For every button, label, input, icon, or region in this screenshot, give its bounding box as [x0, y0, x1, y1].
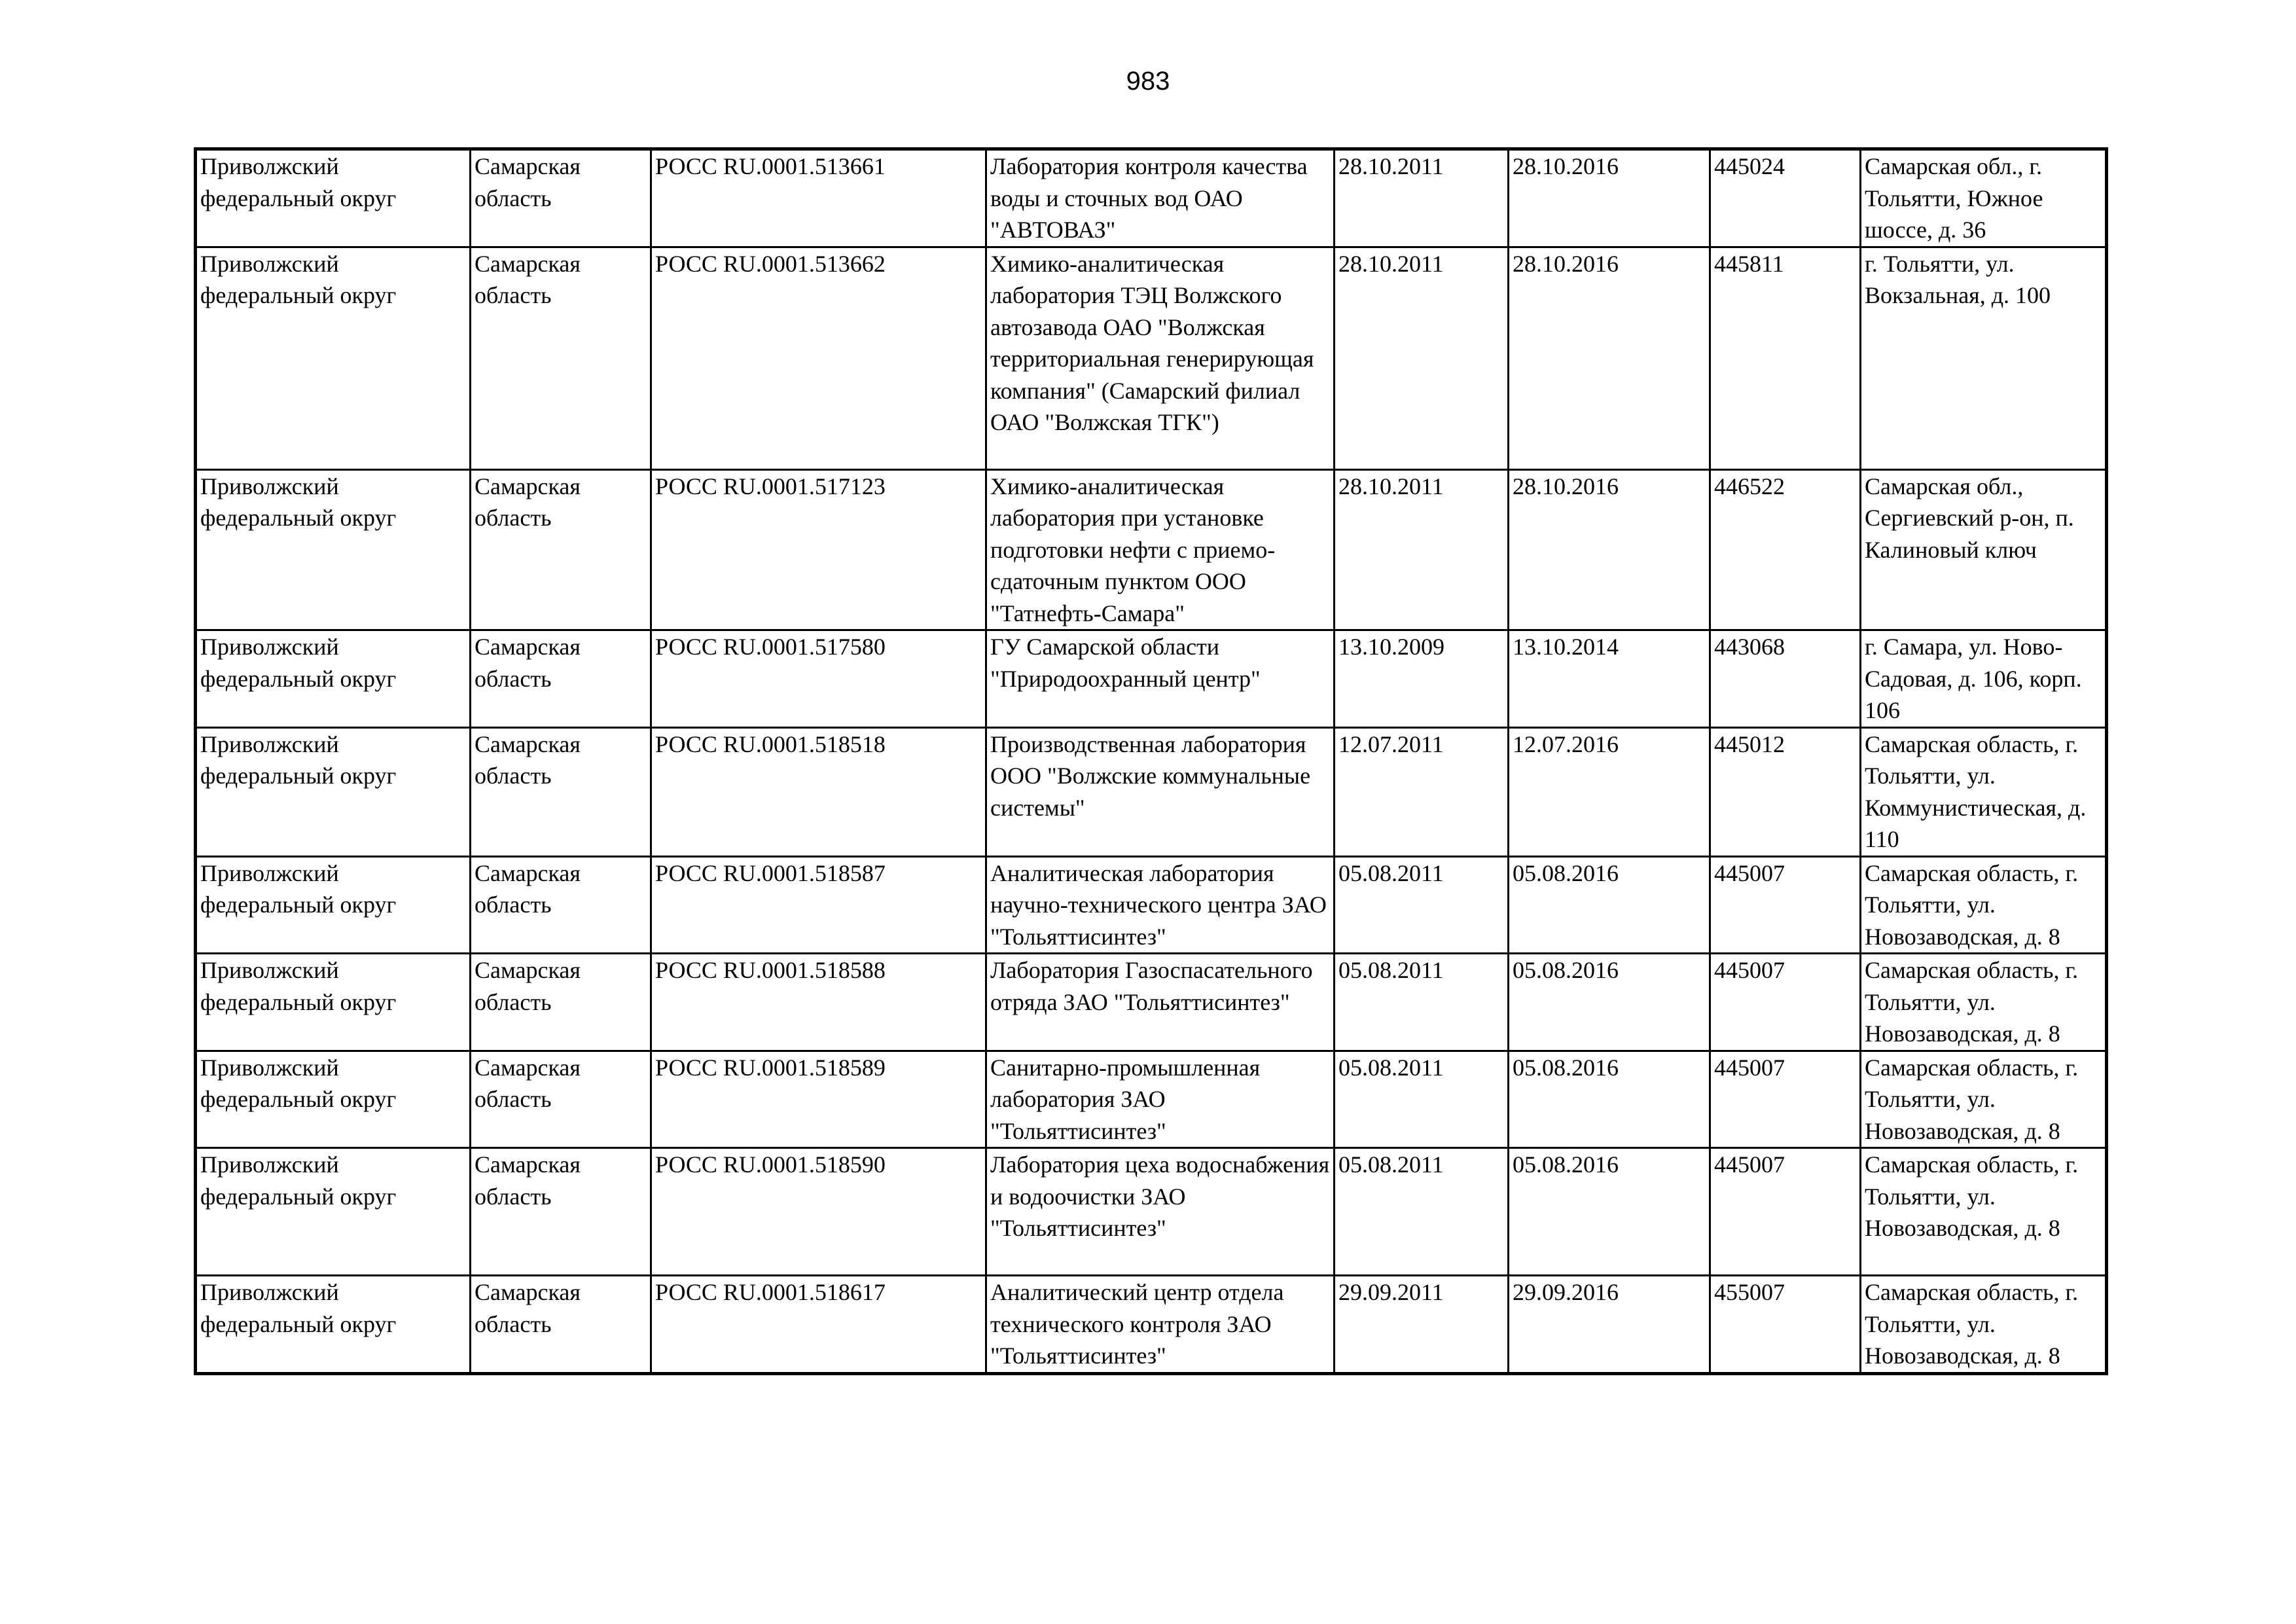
date-from-cell: 12.07.2011: [1335, 727, 1509, 856]
laboratory-cell: Лаборатория цеха водоснабжения и водоочистки ЗАО "Тольяттисинтез": [986, 1148, 1335, 1276]
laboratory-cell: ГУ Самарской области "Природоохранный центр": [986, 630, 1335, 728]
postcode-cell: 445811: [1710, 247, 1861, 469]
region-cell: Самарская область: [471, 856, 651, 954]
laboratory-cell: Санитарно-промышленная лаборатория ЗАО "Тольяттисинтез": [986, 1051, 1335, 1148]
date-from-cell: 05.08.2011: [1335, 856, 1509, 954]
address-cell: Самарская обл., г. Тольятти, Южное шоссе, д. 36: [1861, 149, 2107, 247]
district-cell: Приволжский федеральный округ: [196, 856, 471, 954]
laboratory-cell: Производственная лаборатория ООО "Волжские коммунальные системы": [986, 727, 1335, 856]
date-to-cell: 05.08.2016: [1509, 1051, 1710, 1148]
date-to-cell: 05.08.2016: [1509, 1148, 1710, 1276]
region-cell: Самарская область: [471, 1148, 651, 1276]
region-cell: Самарская область: [471, 727, 651, 856]
certificate-cell: РОСС RU.0001.518617: [651, 1276, 986, 1374]
date-from-cell: 05.08.2011: [1335, 1148, 1509, 1276]
date-to-cell: 29.09.2016: [1509, 1276, 1710, 1374]
region-cell: Самарская область: [471, 954, 651, 1051]
district-cell: Приволжский федеральный округ: [196, 954, 471, 1051]
district-cell: Приволжский федеральный округ: [196, 1051, 471, 1148]
region-cell: Самарская область: [471, 1276, 651, 1374]
address-cell: Самарская область, г. Тольятти, ул. Новозаводская, д. 8: [1861, 856, 2107, 954]
certificate-cell: РОСС RU.0001.513662: [651, 247, 986, 469]
date-to-cell: 05.08.2016: [1509, 954, 1710, 1051]
laboratory-cell: Лаборатория Газоспасательного отряда ЗАО "Тольяттисинтез": [986, 954, 1335, 1051]
date-from-cell: 28.10.2011: [1335, 247, 1509, 469]
date-from-cell: 05.08.2011: [1335, 954, 1509, 1051]
date-to-cell: 05.08.2016: [1509, 856, 1710, 954]
certificate-cell: РОСС RU.0001.518590: [651, 1148, 986, 1276]
district-cell: Приволжский федеральный округ: [196, 1276, 471, 1374]
address-cell: Самарская область, г. Тольятти, ул. Новозаводская, д. 8: [1861, 1051, 2107, 1148]
table-row: [196, 1051, 2107, 1148]
region-cell: Самарская область: [471, 247, 651, 469]
date-from-cell: 29.09.2011: [1335, 1276, 1509, 1374]
postcode-cell: 443068: [1710, 630, 1861, 728]
address-cell: Самарская область, г. Тольятти, ул. Коммунистическая, д. 110: [1861, 727, 2107, 856]
date-to-cell: 28.10.2016: [1509, 149, 1710, 247]
certificate-cell: РОСС RU.0001.513661: [651, 149, 986, 247]
region-cell: Самарская область: [471, 630, 651, 728]
date-from-cell: 13.10.2009: [1335, 630, 1509, 728]
certificate-cell: РОСС RU.0001.517123: [651, 469, 986, 630]
laboratory-cell: Лаборатория контроля качества воды и сточных вод ОАО "АВТОВАЗ": [986, 149, 1335, 247]
date-from-cell: 28.10.2011: [1335, 469, 1509, 630]
postcode-cell: 445007: [1710, 1148, 1861, 1276]
district-cell: Приволжский федеральный округ: [196, 247, 471, 469]
table-row: [196, 1148, 2107, 1276]
address-cell: г. Самара, ул. Ново-Садовая, д. 106, корп. 106: [1861, 630, 2107, 728]
region-cell: Самарская область: [471, 149, 651, 247]
date-to-cell: 13.10.2014: [1509, 630, 1710, 728]
laboratory-cell: Аналитический центр отдела технического контроля ЗАО "Тольяттисинтез": [986, 1276, 1335, 1374]
address-cell: Самарская область, г. Тольятти, ул. Новозаводская, д. 8: [1861, 1148, 2107, 1276]
district-cell: Приволжский федеральный округ: [196, 727, 471, 856]
region-cell: Самарская область: [471, 1051, 651, 1148]
date-to-cell: 28.10.2016: [1509, 469, 1710, 630]
table-row: [196, 856, 2107, 954]
postcode-cell: 445007: [1710, 1051, 1861, 1148]
certificate-cell: РОСС RU.0001.518589: [651, 1051, 986, 1148]
address-cell: Самарская обл., Сергиевский р-он, п. Калиновый ключ: [1861, 469, 2107, 630]
postcode-cell: 455007: [1710, 1276, 1861, 1374]
postcode-cell: 445007: [1710, 954, 1861, 1051]
laboratory-cell: Химико-аналитическая лаборатория при установке подготовки нефти с приемо-сдаточным пунктом ООО "Татнефть-Самара": [986, 469, 1335, 630]
date-to-cell: 12.07.2016: [1509, 727, 1710, 856]
table-row: [196, 469, 2107, 630]
table-row: [196, 1276, 2107, 1374]
postcode-cell: 445012: [1710, 727, 1861, 856]
certificate-cell: РОСС RU.0001.518518: [651, 727, 986, 856]
address-cell: Самарская область, г. Тольятти, ул. Новозаводская, д. 8: [1861, 1276, 2107, 1374]
postcode-cell: 445007: [1710, 856, 1861, 954]
date-from-cell: 28.10.2011: [1335, 149, 1509, 247]
date-to-cell: 28.10.2016: [1509, 247, 1710, 469]
certificate-cell: РОСС RU.0001.518588: [651, 954, 986, 1051]
address-cell: Самарская область, г. Тольятти, ул. Новозаводская, д. 8: [1861, 954, 2107, 1051]
table-row: [196, 630, 2107, 728]
table-row: [196, 954, 2107, 1051]
address-cell: г. Тольятти, ул. Вокзальная, д. 100: [1861, 247, 2107, 469]
region-cell: Самарская область: [471, 469, 651, 630]
date-from-cell: 05.08.2011: [1335, 1051, 1509, 1148]
certificate-cell: РОСС RU.0001.518587: [651, 856, 986, 954]
district-cell: Приволжский федеральный округ: [196, 1148, 471, 1276]
district-cell: Приволжский федеральный округ: [196, 630, 471, 728]
district-cell: Приволжский федеральный округ: [196, 469, 471, 630]
postcode-cell: 446522: [1710, 469, 1861, 630]
table-row: [196, 727, 2107, 856]
laboratory-registry-table: [194, 147, 2108, 1375]
laboratory-cell: Химико-аналитическая лаборатория ТЭЦ Волжского автозавода ОАО "Волжская территориальная генерирующая компания" (Самарский филиал ОАО "Волжская ТГК"): [986, 247, 1335, 469]
district-cell: Приволжский федеральный округ: [196, 149, 471, 247]
postcode-cell: 445024: [1710, 149, 1861, 247]
page-number: 983: [1126, 67, 1170, 96]
table-row: [196, 149, 2107, 247]
laboratory-cell: Аналитическая лаборатория научно-технического центра ЗАО "Тольяттисинтез": [986, 856, 1335, 954]
certificate-cell: РОСС RU.0001.517580: [651, 630, 986, 728]
table-row: [196, 247, 2107, 469]
